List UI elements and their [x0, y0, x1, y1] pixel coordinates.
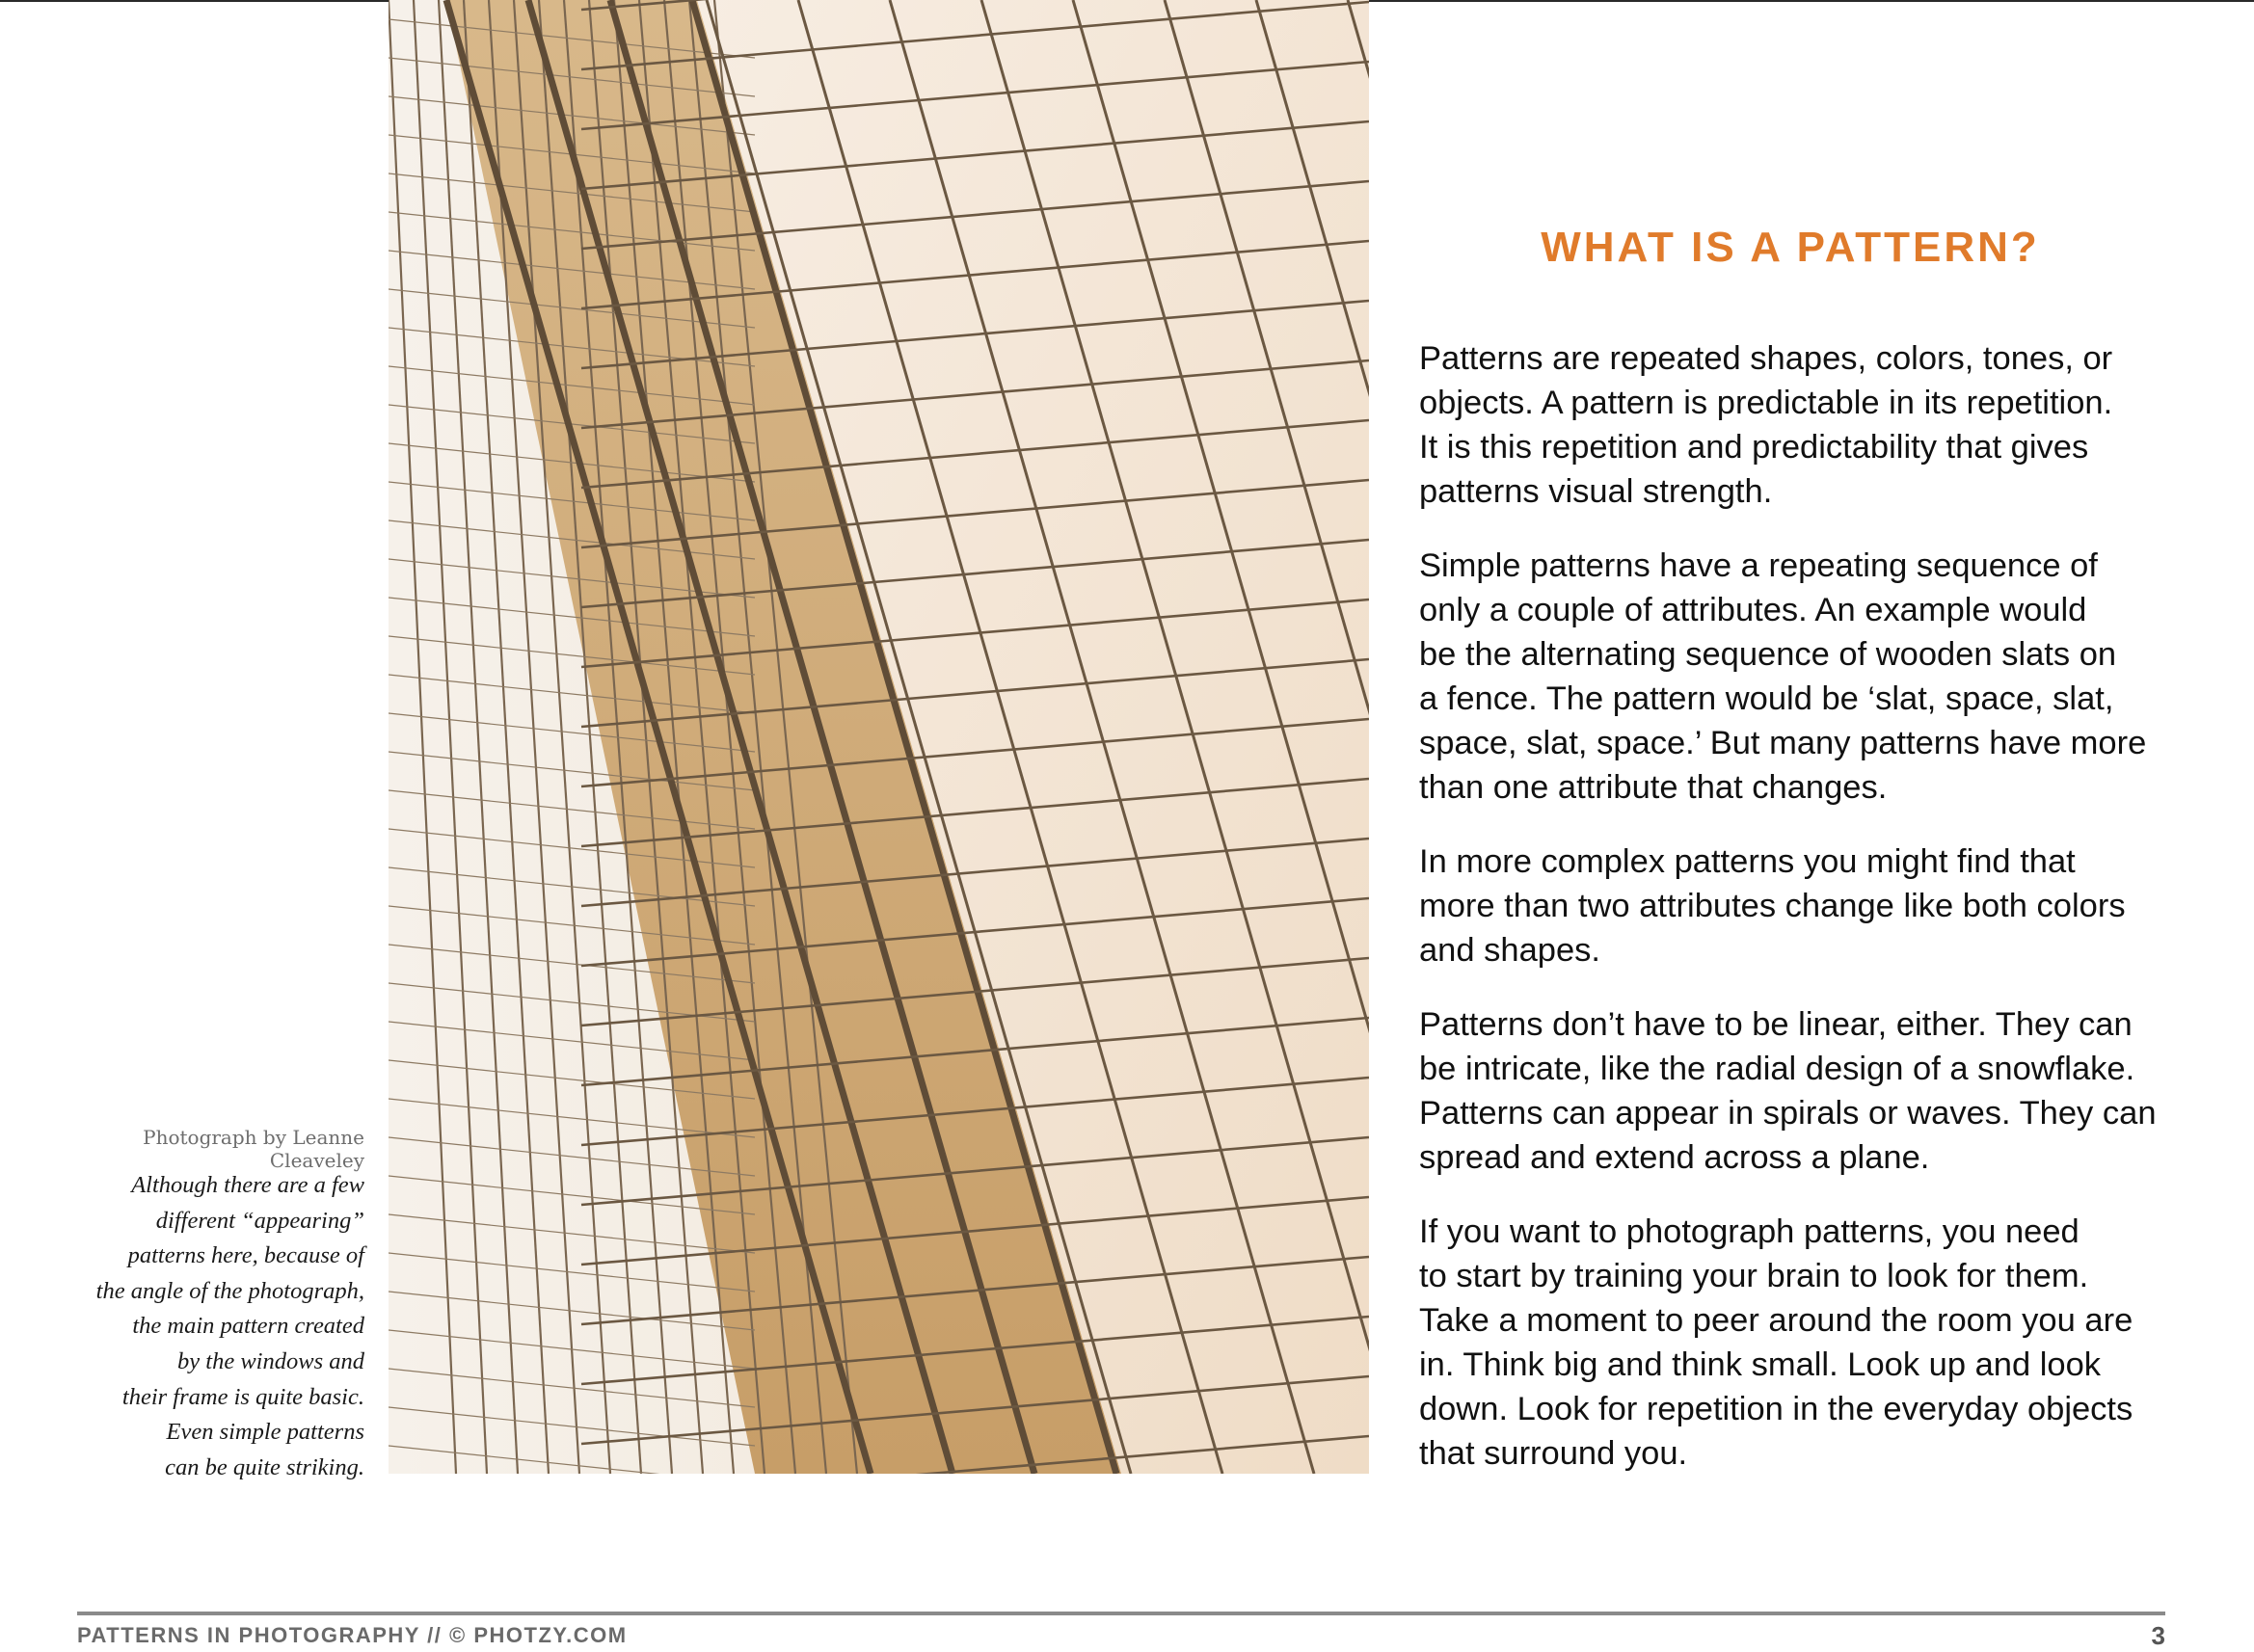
text-line: Patterns can appear in spirals or waves. They can [1419, 1095, 2157, 1132]
caption-line: Although there are a few [131, 1172, 364, 1198]
paragraph [1419, 544, 2190, 810]
photo-credit: Photograph by Leanne Cleaveley [143, 1126, 364, 1172]
text-line: in. Think big and think small. Look up and look [1419, 1346, 2102, 1383]
photo-caption [58, 1168, 364, 1485]
text-line: down. Look for repetition in the everyday objects [1419, 1391, 2133, 1427]
text-line: space, slat, space.’ But many patterns have more [1419, 725, 2147, 761]
text-line: Patterns are repeated shapes, colors, tones, or [1419, 340, 2113, 377]
text-line: If you want to photograph patterns, you need [1419, 1213, 2080, 1250]
text-line: to start by training your brain to look for them. [1419, 1258, 2089, 1294]
caption-line: the angle of the photograph, [95, 1277, 364, 1304]
text-line: objects. A pattern is predictable in its repetition. [1419, 385, 2113, 421]
caption-line: can be quite striking. [165, 1453, 364, 1480]
text-line: Patterns don’t have to be linear, either. They can [1419, 1006, 2133, 1043]
facade-illustration [389, 0, 1369, 1474]
footer-divider [77, 1612, 2165, 1615]
text-line: spread and extend across a plane. [1419, 1139, 1930, 1176]
text-line: a fence. The pattern would be ‘slat, space, slat, [1419, 680, 2114, 717]
text-line: more than two attributes change like both colors [1419, 888, 2126, 924]
caption-line: by the windows and [177, 1347, 364, 1374]
caption-line: Even simple patterns [166, 1419, 364, 1446]
text-line: Simple patterns have a repeating sequence of [1419, 547, 2098, 584]
text-line: patterns visual strength. [1419, 473, 1773, 510]
text-line: In more complex patterns you might find that [1419, 843, 2076, 880]
caption-line: the main pattern created [132, 1313, 364, 1340]
text-line: that surround you. [1419, 1435, 1688, 1472]
text-line: than one attribute that changes. [1419, 769, 1888, 806]
caption-line: patterns here, because of [127, 1242, 364, 1269]
paragraph [1419, 1210, 2190, 1476]
caption-line: their frame is quite basic. [121, 1383, 364, 1410]
text-line: be the alternating sequence of wooden slats on [1419, 636, 2117, 673]
text-line: Take a moment to peer around the room you are [1419, 1302, 2133, 1339]
article-body [1419, 336, 2190, 1505]
footer-title: PATTERNS IN PHOTOGRAPHY // © PHOTZY.COM [77, 1623, 628, 1647]
text-line: It is this repetition and predictability that gives [1419, 429, 2089, 466]
page-number: 3 [2151, 1621, 2165, 1650]
page-title: WHAT IS A PATTERN? [1541, 224, 2040, 271]
building-facade-photo [389, 0, 1369, 1474]
caption-line: different “appearing” [155, 1207, 364, 1234]
text-line: and shapes. [1419, 932, 1600, 969]
text-line: be intricate, like the radial design of a snowflake. [1419, 1051, 2135, 1087]
paragraph [1419, 839, 2190, 973]
paragraph [1419, 1002, 2190, 1180]
text-line: only a couple of attributes. An example would [1419, 592, 2087, 628]
paragraph [1419, 336, 2190, 514]
